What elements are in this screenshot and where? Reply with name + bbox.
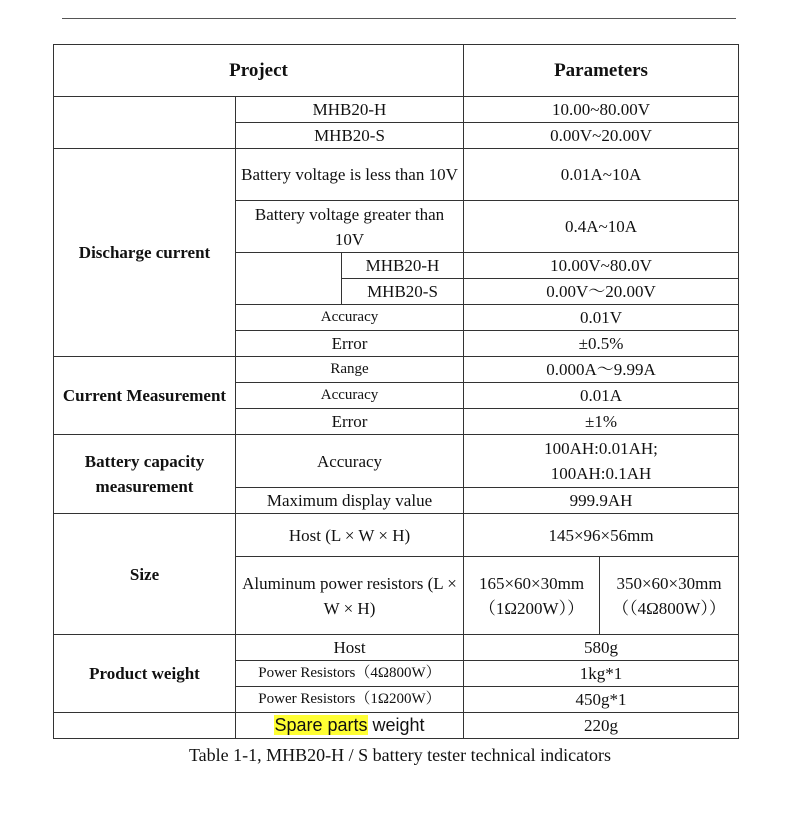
size-host-label: Host (L × W × H) [236, 514, 464, 557]
product-weight-label: Product weight [54, 635, 236, 713]
dc-error-value: ±0.5% [464, 331, 739, 357]
table-row [54, 713, 739, 739]
size-resistor-a-value [464, 557, 600, 635]
pw-res4-label: Power Resistors（4Ω800W） [236, 661, 464, 687]
empty-cell [54, 713, 236, 739]
size-resistor-a-line2: （1Ω200W）） [478, 598, 585, 618]
battery-capacity-label: Battery capacity measurement [54, 435, 236, 514]
table-row [54, 514, 739, 557]
spare-parts-label [236, 713, 464, 739]
bc-accuracy-label: Accuracy [236, 435, 464, 488]
spare-parts-highlight: Spare parts [274, 715, 368, 735]
dc-model-h-value: 10.00V~80.0V [464, 253, 739, 279]
empty-cell [54, 97, 236, 149]
table-row [54, 97, 739, 123]
dc-error-label: Error [236, 331, 464, 357]
dc-accuracy-label: Accuracy [236, 305, 464, 331]
gt10-value: 0.4A~10A [464, 201, 739, 253]
bc-accuracy-value [464, 435, 739, 488]
bc-accuracy-line2: 100AH:0.1AH [550, 464, 652, 483]
current-measurement-label: Current Measurement [54, 357, 236, 435]
cm-accuracy-label: Accuracy [236, 383, 464, 409]
table-row [54, 435, 739, 488]
cm-range-value: 0.000A～9.99A [464, 357, 739, 383]
header-parameters: Parameters [464, 45, 739, 97]
lt10-label: Battery voltage is less than 10V [236, 149, 464, 201]
pw-host-label: Host [236, 635, 464, 661]
dc-model-h-label: MHB20-H [342, 253, 464, 279]
model-h-label: MHB20-H [236, 97, 464, 123]
pw-host-value: 580g [464, 635, 739, 661]
bc-accuracy-line1: 100AH:0.01AH; [544, 439, 658, 458]
model-h-range: 10.00~80.00V [464, 97, 739, 123]
top-rule [62, 18, 736, 19]
dc-model-s-value: 0.00V～20.00V [464, 279, 739, 305]
spec-table [53, 44, 739, 739]
bc-max-label: Maximum display value [236, 488, 464, 514]
cm-error-value: ±1% [464, 409, 739, 435]
cm-error-label: Error [236, 409, 464, 435]
size-resistor-b-value [600, 557, 739, 635]
size-resistor-b-line2: （（4Ω800W）） [612, 598, 726, 618]
spare-parts-value: 220g [464, 713, 739, 739]
pw-res1-label: Power Resistors（1Ω200W） [236, 687, 464, 713]
pw-res4-value: 1kg*1 [464, 661, 739, 687]
model-s-label: MHB20-S [236, 123, 464, 149]
table-row [54, 149, 739, 201]
bc-max-value: 999.9AH [464, 488, 739, 514]
table-row [54, 357, 739, 383]
pw-res1-value: 450g*1 [464, 687, 739, 713]
lt10-value: 0.01A~10A [464, 149, 739, 201]
size-resistor-b-line1: 350×60×30mm [616, 573, 722, 593]
size-host-value: 145×96×56mm [464, 514, 739, 557]
cm-accuracy-value: 0.01A [464, 383, 739, 409]
spare-parts-rest: weight [372, 715, 425, 735]
size-resistor-label: Aluminum power resistors (L × W × H) [236, 557, 464, 635]
size-label: Size [54, 514, 236, 635]
cm-range-label: Range [236, 357, 464, 383]
table-caption: Table 1-1, MHB20-H / S battery tester technical indicators [188, 745, 612, 765]
model-s-range: 0.00V~20.00V [464, 123, 739, 149]
discharge-current-label: Discharge current [54, 149, 236, 357]
dc-model-s-label: MHB20-S [342, 279, 464, 305]
empty-cell [236, 253, 342, 305]
header-row [54, 45, 739, 97]
dc-accuracy-value: 0.01V [464, 305, 739, 331]
header-project: Project [54, 45, 464, 97]
size-resistor-a-line1: 165×60×30mm [478, 573, 585, 593]
gt10-label: Battery voltage greater than 10V [236, 201, 464, 253]
table-row [54, 635, 739, 661]
